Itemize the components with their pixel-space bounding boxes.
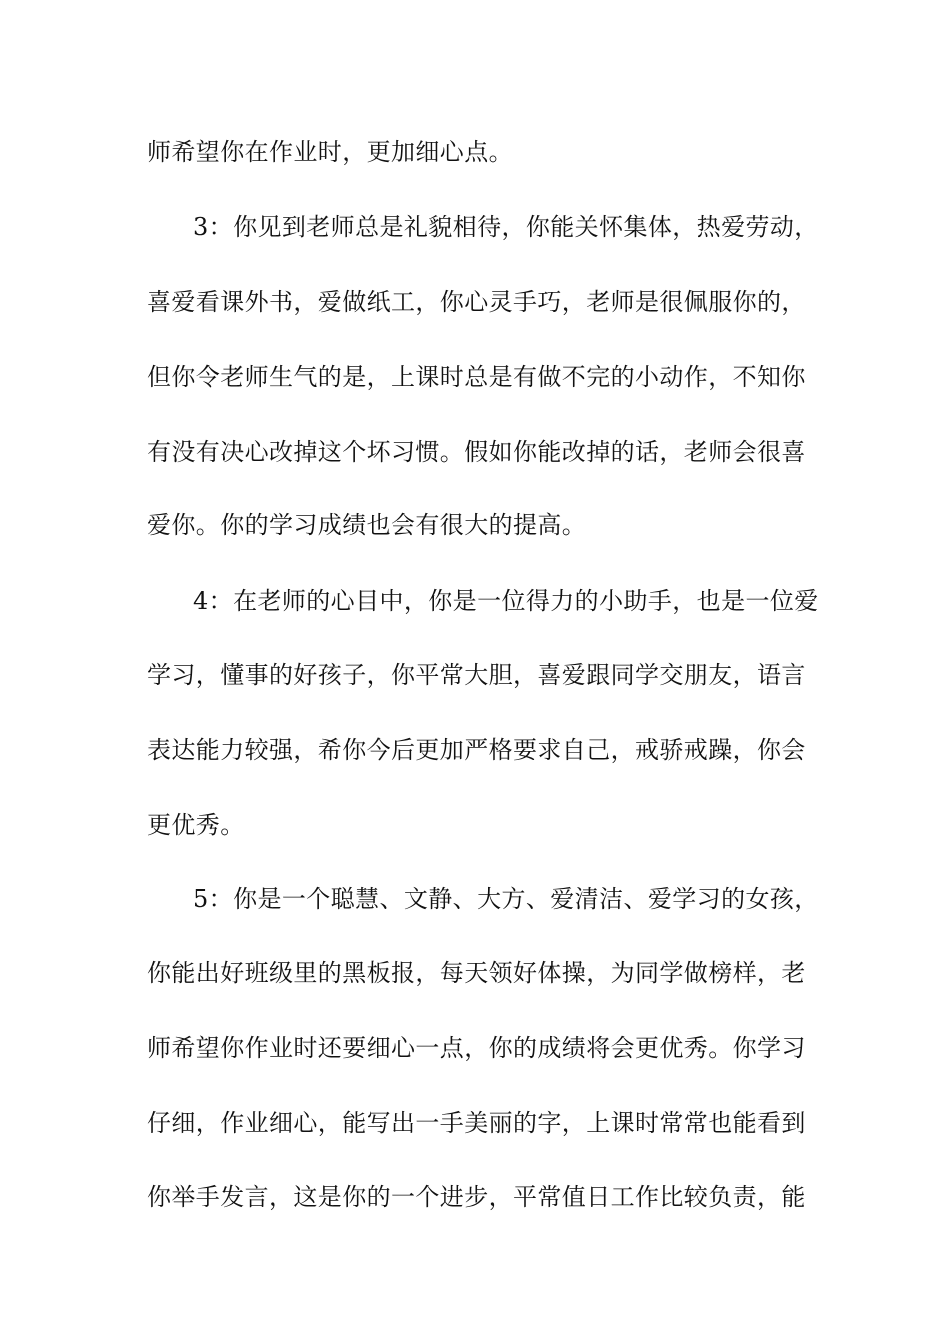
text-line: 你举手发言，这是你的一个进步，平常值日工作比较负责，能 <box>147 1183 806 1211</box>
text-line: 更优秀。 <box>147 811 245 839</box>
text-line: 表达能力较强，希你今后更加严格要求自己，戒骄戒躁，你会 <box>147 736 806 764</box>
text-line: 但你令老师生气的是，上课时总是有做不完的小动作，不知你 <box>147 363 806 391</box>
text-line: 喜爱看课外书，爱做纸工，你心灵手巧，老师是很佩服你的， <box>147 288 806 316</box>
text-line: 仔细，作业细心，能写出一手美丽的字，上课时常常也能看到 <box>147 1109 806 1137</box>
paragraph-4-line: 4：在老师的心目中，你是一位得力的小助手，也是一位爱 <box>193 587 819 615</box>
text-line: 师希望你作业时还要细心一点，你的成绩将会更优秀。你学习 <box>147 1034 806 1062</box>
paragraph-3-line: 3：你见到老师总是礼貌相待，你能关怀集体，热爱劳动， <box>193 213 819 241</box>
paragraph-5-line: 5：你是一个聪慧、文静、大方、爱清洁、爱学习的女孩， <box>193 885 819 913</box>
text-line: 师希望你在作业时，更加细心点。 <box>147 138 513 166</box>
text-line: 有没有决心改掉这个坏习惯。假如你能改掉的话，老师会很喜 <box>147 438 806 466</box>
text-line: 你能出好班级里的黑板报，每天领好体操，为同学做榜样，老 <box>147 959 806 987</box>
text-line: 爱你。你的学习成绩也会有很大的提高。 <box>147 511 587 539</box>
text-line: 学习，懂事的好孩子，你平常大胆，喜爱跟同学交朋友，语言 <box>147 661 806 689</box>
